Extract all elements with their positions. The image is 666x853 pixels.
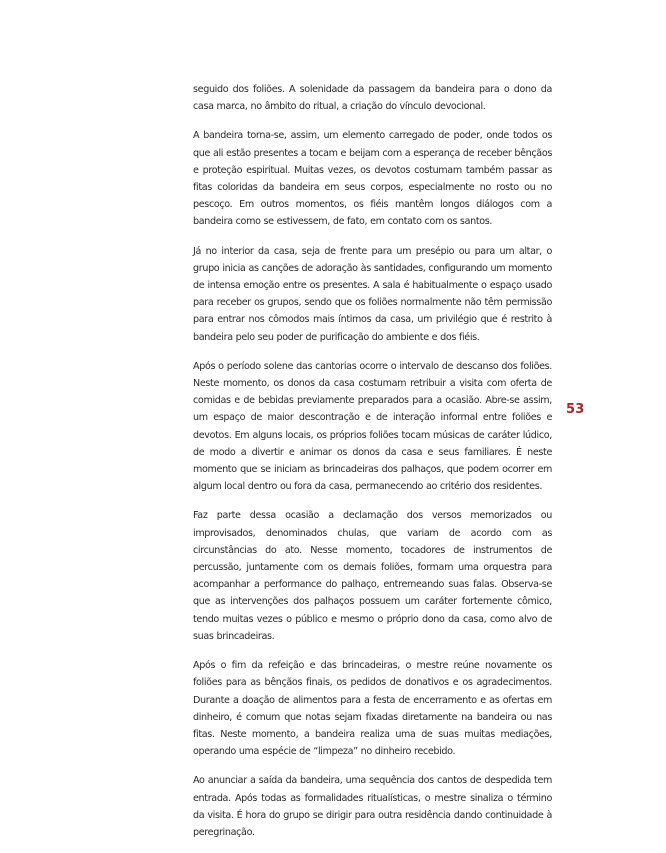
paragraph-4: Após o período solene das cantorias ocorre o intervalo de descanso dos foliões. Neste momento, os donos da casa costumam retribuir a visita com oferta de comidas e de bebidas previamente preparados para a ocasião. Abre-se assim, um espaço de maior descontração e de interação informal entre foliões e devotos. Em alguns locais, os próprios foliões tocam músicas de caráter lúdico, de modo a divertir e animar os donos da casa e seus familiares. É neste momento que se iniciam as brincadeiras dos palhaços, que podem ocorrer em algum local dentro ou fora da casa, permanecendo ao critério dos residentes.	[193, 360, 552, 493]
body-text	[193, 81, 552, 853]
paragraph-2: A bandeira torna-se, assim, um elemento carregado de poder, onde todos os que ali estão presentes a tocam e beijam com a esperança de receber bênçãos e proteção espiritual. Muitas vezes, os devotos costumam também passar as fitas coloridas da bandeira em seus corpos, especialmente no rosto ou no pescoço. Em outros momentos, os fiéis mantêm longos diálogos com a bandeira como se estivessem, de fato, em contato com os santos.	[193, 130, 552, 228]
paragraph-5: Faz parte dessa ocasião a declamação dos versos memorizados ou improvisados, denominados chulas, que variam de acordo com as circunstâncias do ato. Nesse momento, tocadores de instrumentos de percussão, juntamente com os demais foliões, formam uma orquestra para acompanhar a performance do palhaço, entremeando suas falas. Observa-se que as intervenções dos palhaços possuem um caráter fortemente cômico, tendo muitas vezes o público e mesmo o próprio dono da casa, como alvo de suas brincadeiras.	[193, 510, 552, 642]
paragraph-3: Já no interior da casa, seja de frente para um presépio ou para um altar, o grupo inicia as canções de adoração às santidades, configurando um momento de intensa emoção entre os presentes. A sala é habitualmente o espaço usado para receber os grupos, sendo que os foliões normalmente não têm permissão para entrar nos cômodos mais íntimos da casa, um privilégio que é restrito à bandeira pelo seu poder de purificação do ambiente e dos fiéis.	[193, 245, 552, 343]
paragraph-1: seguido dos foliões. A solenidade da passagem da bandeira para o dono da casa marca, no âmbito do ritual, a criação do vínculo devocional.	[193, 84, 552, 113]
paragraph-6: Após o fim da refeição e das brincadeiras, o mestre reúne novamente os foliões para as bênçãos finais, os pedidos de donativos e os agradecimentos. Durante a doação de alimentos para a festa de encerramento e as ofertas em dinheiro, é comum que notas sejam fixadas diretamente na bandeira ou nas fitas. Neste momento, a bandeira realiza uma de suas muitas mediações, operando uma espécie de “limpeza” no dinheiro recebido.	[193, 660, 552, 758]
paragraph-7: Ao anunciar a saída da bandeira, uma sequência dos cantos de despedida tem entrada. Após todas as formalidades ritualísticas, o mestre sinaliza o término da visita. É hora do grupo se dirigir para outra residência dando continuidade à peregrinação.	[193, 775, 552, 838]
page-number: 53	[566, 402, 585, 417]
